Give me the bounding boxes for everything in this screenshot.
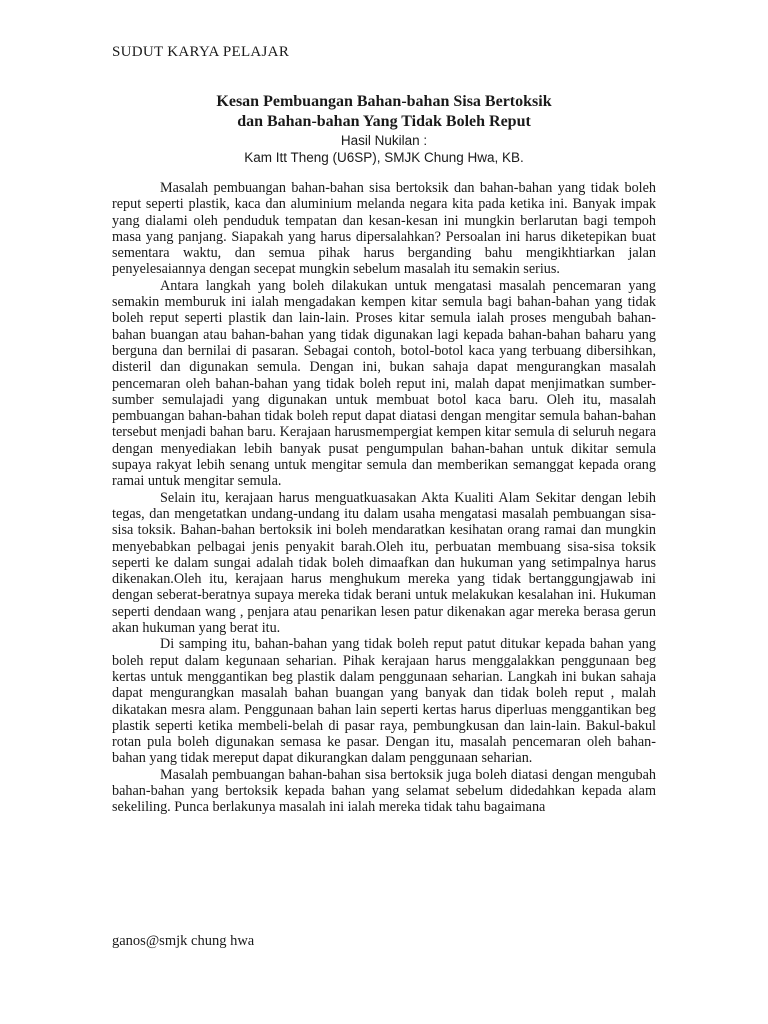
article-body [112, 180, 656, 816]
article-title-line-2: dan Bahan-bahan Yang Tidak Boleh Reput [237, 113, 531, 130]
footer-contact: ganos@smjk chung hwa [112, 933, 255, 949]
article-title-line-1: Kesan Pembuangan Bahan-bahan Sisa Bertoksik [216, 93, 552, 110]
paragraph-5: Masalah pembuangan bahan-bahan sisa bertoksik juga boleh diatasi dengan mengubah bahan-bahan yang bertoksik kepada bahan yang selamat sebelum didedahkan kepada alam sekeliling. Punca berlakunya masalah ini ialah mereka tidak tahu bagaimana [112, 766, 656, 816]
byline-author: Kam Itt Theng (U6SP), SMJK Chung Hwa, KB. [244, 150, 524, 165]
article-heading [112, 92, 656, 166]
paragraph-3: Selain itu, kerajaan harus menguatkuasakan Akta Kualiti Alam Sekitar dengan lebih tegas, dan mengetatkan undang-undang itu dalam usaha mengatasi masalah pembuangan sisa-sisa toksik. Bahan-bahan bertoksik ini boleh mendaratkan kesihatan orang ramai dan mungkin menyebabkan pelbagai jenis penyakit barah.Oleh itu, perbuatan membuang sisa-sisa toksik seperti ke dalam sungai adalah tidak boleh dimaafkan dan hukuman yang setimpalnya harus dikenakan.Oleh itu, kerajaan harus menghukum mereka yang tidak bertanggungjawab ini dengan seberat-beratnya supaya mereka tidak berani untuk melakukan kesalahan ini. Hukuman seperti dendaan wang , penjara atau penarikan lesen patur dikenakan agar mereka berasa gerun akan hukuman yang berat itu. [112, 489, 656, 637]
paragraph-1: Masalah pembuangan bahan-bahan sisa bertoksik dan bahan-bahan yang tidak boleh reput seperti plastik, kaca dan aluminium melanda negara kita pada ketika ini. Banyak impak yang dialami oleh penduduk tempatan dan kesan-kesan ini mungkin berlarutan bagi tempoh masa yang panjang. Siapakah yang harus dipersalahkan? Persoalan ini harus diketepikan buat sementara waktu, dan semua pihak harus berganding bahu mengikhtiarkan jalan penyelesaiannya dengan secepat mungkin sebelum masalah itu semakin serius. [112, 180, 656, 278]
byline-label: Hasil Nukilan : [340, 133, 428, 148]
paragraph-2: Antara langkah yang boleh dilakukan untuk mengatasi masalah pencemaran yang semakin memburuk ini ialah mengadakan kempen kitar semula bagi bahan-bahan yang tidak boleh reput seperti plastik dan lain-lain. Proses kitar semula ialah proses mengubah bahan-bahan buangan atau bahan-bahan yang tidak digunakan lagi kepada bahan-bahan baharu yang berguna dan bernilai di pasaran. Sebagai contoh, botol-botol kaca yang terbuang dibersihkan, disteril dan digunakan semula. Dengan ini, bukan sahaja dapat mengurangkan masalah pencemaran oleh bahan-bahan yang tidak boleh reput ini, malah dapat menjimatkan sumber-sumber semulajadi yang digunakan untuk membuat botol kaca baru. Oleh itu, masalah pembuangan bahan-bahan tidak boleh reput dapat diatasi dengan mengitar semula bahan-bahan tersebut menjadi bahan baru. Kerajaan harusmempergiat kempen kitar semula di seluruh negara dengan menyediakan lebih banyak pusat pengumpulan bahan-bahan untuk dikitar semula supaya rakyat lebih senang untuk mengitar semula dan memberikan semanggat kepada orang ramai untuk mengitar semula. [112, 277, 656, 490]
section-header: SUDUT KARYA PELAJAR [112, 44, 290, 60]
paragraph-4: Di samping itu, bahan-bahan yang tidak boleh reput patut ditukar kepada bahan yang boleh reput dalam kegunaan seharian. Pihak kerajaan harus menggalakkan penggunaan beg kertas untuk menggantikan beg plastik dalam penggunaan seharian. Langkah ini bukan sahaja dapat mengurangkan masalah bahan buangan yang banyak dan tidak boleh reput , malah dikatakan mesra alam. Penggunaan bahan lain seperti kertas harus diperluas menggantikan beg plastik seperti ketika membeli-belah di pasar raya, pembungkusan dan lain-lain. Bakul-bakul rotan pula boleh digunakan semasa ke pasar. Dengan itu, masalah pencemaran oleh bahan-bahan yang tidak mereput dapat dikurangkan dalam penggunaan seharian. [112, 636, 656, 767]
